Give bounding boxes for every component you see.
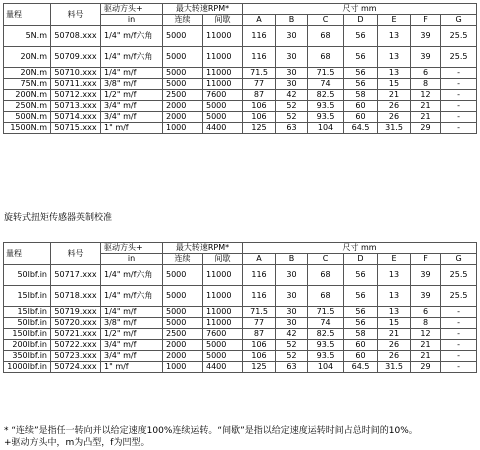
cell-intermittent: 7600 <box>203 329 243 340</box>
cell-drive: 3/4" m/f <box>101 340 163 351</box>
metric-table-body <box>4 26 477 134</box>
header-col-b: B <box>276 254 308 265</box>
cell-continuous: 2500 <box>163 90 203 101</box>
cell-f: 21 <box>411 112 441 123</box>
header-col-a: A <box>243 15 276 26</box>
header-intermittent: 间歇 <box>203 254 243 265</box>
header-max-speed: 最大转速RPM* <box>163 243 243 254</box>
cell-b: 30 <box>276 26 308 47</box>
header-col-d: D <box>344 254 378 265</box>
cell-part-no: 50714.xxx <box>51 112 101 123</box>
cell-b: 30 <box>276 47 308 68</box>
cell-continuous: 5000 <box>163 265 203 286</box>
cell-f: 21 <box>411 351 441 362</box>
cell-e: 13 <box>378 265 411 286</box>
cell-d: 60 <box>344 340 378 351</box>
cell-drive: 1/2" m/f <box>101 90 163 101</box>
cell-drive: 1/4" m/f六角 <box>101 26 163 47</box>
cell-e: 21 <box>378 329 411 340</box>
cell-g: - <box>441 318 477 329</box>
cell-intermittent: 5000 <box>203 340 243 351</box>
cell-b: 30 <box>276 68 308 79</box>
cell-drive: 1/4" m/f六角 <box>101 286 163 307</box>
header-col-g: G <box>441 15 477 26</box>
cell-b: 52 <box>276 112 308 123</box>
cell-f: 21 <box>411 340 441 351</box>
cell-e: 21 <box>378 90 411 101</box>
header-col-c: C <box>308 254 344 265</box>
table-row <box>4 26 477 47</box>
cell-e: 13 <box>378 47 411 68</box>
cell-continuous: 2500 <box>163 329 203 340</box>
cell-part-no: 50722.xxx <box>51 340 101 351</box>
header-range: 量程 <box>4 243 51 265</box>
cell-e: 26 <box>378 101 411 112</box>
cell-drive: 3/4" m/f <box>101 351 163 362</box>
cell-g: - <box>441 340 477 351</box>
cell-b: 52 <box>276 351 308 362</box>
cell-b: 42 <box>276 329 308 340</box>
cell-part-no: 50720.xxx <box>51 318 101 329</box>
cell-d: 56 <box>344 47 378 68</box>
cell-e: 13 <box>378 307 411 318</box>
cell-b: 52 <box>276 340 308 351</box>
cell-b: 30 <box>276 307 308 318</box>
table-row <box>4 286 477 307</box>
cell-c: 68 <box>308 47 344 68</box>
cell-range: 15lbf.in <box>4 307 51 318</box>
cell-c: 68 <box>308 265 344 286</box>
cell-a: 125 <box>243 362 276 373</box>
cell-d: 60 <box>344 351 378 362</box>
cell-continuous: 2000 <box>163 340 203 351</box>
cell-drive: 3/4" m/f <box>101 101 163 112</box>
cell-range: 50lbf.in <box>4 318 51 329</box>
cell-f: 39 <box>411 26 441 47</box>
header-intermittent: 间歇 <box>203 15 243 26</box>
cell-f: 6 <box>411 68 441 79</box>
cell-f: 39 <box>411 286 441 307</box>
header-dimensions: 尺寸 mm <box>243 243 477 254</box>
cell-b: 52 <box>276 101 308 112</box>
cell-range: 200N.m <box>4 90 51 101</box>
header-part-no: 料号 <box>51 243 101 265</box>
cell-e: 13 <box>378 68 411 79</box>
cell-part-no: 50715.xxx <box>51 123 101 134</box>
cell-g: - <box>441 101 477 112</box>
cell-range: 15lbf.in <box>4 286 51 307</box>
cell-range: 75N.m <box>4 79 51 90</box>
cell-a: 106 <box>243 351 276 362</box>
cell-drive: 1" m/f <box>101 123 163 134</box>
cell-d: 56 <box>344 26 378 47</box>
cell-g: - <box>441 79 477 90</box>
cell-a: 87 <box>243 90 276 101</box>
cell-f: 8 <box>411 79 441 90</box>
cell-part-no: 50712.xxx <box>51 90 101 101</box>
cell-c: 71.5 <box>308 307 344 318</box>
cell-e: 15 <box>378 79 411 90</box>
cell-part-no: 50713.xxx <box>51 101 101 112</box>
cell-a: 125 <box>243 123 276 134</box>
header-max-speed: 最大转速RPM* <box>163 4 243 15</box>
table-row <box>4 362 477 373</box>
cell-continuous: 5000 <box>163 286 203 307</box>
cell-c: 93.5 <box>308 101 344 112</box>
cell-part-no: 50710.xxx <box>51 68 101 79</box>
header-continuous: 连续 <box>163 15 203 26</box>
cell-drive: 3/8" m/f <box>101 79 163 90</box>
cell-f: 39 <box>411 47 441 68</box>
cell-intermittent: 7600 <box>203 90 243 101</box>
header-col-b: B <box>276 15 308 26</box>
table-row <box>4 68 477 79</box>
header-dimensions: 尺寸 mm <box>243 4 477 15</box>
cell-b: 42 <box>276 90 308 101</box>
cell-d: 56 <box>344 286 378 307</box>
cell-c: 68 <box>308 286 344 307</box>
cell-range: 200lbf.in <box>4 340 51 351</box>
cell-part-no: 50724.xxx <box>51 362 101 373</box>
header-col-f: F <box>411 15 441 26</box>
cell-a: 77 <box>243 318 276 329</box>
table-row <box>4 340 477 351</box>
cell-c: 93.5 <box>308 112 344 123</box>
cell-a: 106 <box>243 340 276 351</box>
table-row <box>4 90 477 101</box>
imperial-table-header <box>4 243 477 265</box>
cell-g: - <box>441 362 477 373</box>
cell-g: 25.5 <box>441 26 477 47</box>
cell-g: 25.5 <box>441 265 477 286</box>
cell-a: 87 <box>243 329 276 340</box>
cell-a: 116 <box>243 265 276 286</box>
cell-c: 74 <box>308 318 344 329</box>
cell-range: 20N.m <box>4 47 51 68</box>
cell-g: - <box>441 90 477 101</box>
header-col-c: C <box>308 15 344 26</box>
cell-a: 77 <box>243 79 276 90</box>
cell-a: 106 <box>243 101 276 112</box>
cell-g: 25.5 <box>441 286 477 307</box>
cell-e: 26 <box>378 340 411 351</box>
table-row <box>4 351 477 362</box>
cell-g: - <box>441 123 477 134</box>
cell-a: 116 <box>243 47 276 68</box>
cell-part-no: 50718.xxx <box>51 286 101 307</box>
metric-table-header <box>4 4 477 26</box>
cell-f: 8 <box>411 318 441 329</box>
cell-intermittent: 4400 <box>203 362 243 373</box>
cell-continuous: 1000 <box>163 123 203 134</box>
cell-range: 500N.m <box>4 112 51 123</box>
cell-d: 58 <box>344 90 378 101</box>
cell-intermittent: 5000 <box>203 101 243 112</box>
cell-c: 74 <box>308 79 344 90</box>
cell-intermittent: 11000 <box>203 307 243 318</box>
header-continuous: 连续 <box>163 254 203 265</box>
cell-c: 93.5 <box>308 351 344 362</box>
cell-range: 1000lbf.in <box>4 362 51 373</box>
cell-range: 350lbf.in <box>4 351 51 362</box>
header-range: 量程 <box>4 4 51 26</box>
header-col-e: E <box>378 15 411 26</box>
cell-intermittent: 11000 <box>203 47 243 68</box>
cell-b: 63 <box>276 123 308 134</box>
table-row <box>4 265 477 286</box>
table-row <box>4 318 477 329</box>
header-part-no: 料号 <box>51 4 101 26</box>
cell-intermittent: 5000 <box>203 112 243 123</box>
cell-b: 30 <box>276 286 308 307</box>
cell-e: 13 <box>378 26 411 47</box>
cell-d: 56 <box>344 68 378 79</box>
cell-g: - <box>441 68 477 79</box>
header-col-e: E <box>378 254 411 265</box>
section-title: 旋转式扭矩传感器英制校准 <box>4 213 113 223</box>
header-col-d: D <box>344 15 378 26</box>
cell-range: 5N.m <box>4 26 51 47</box>
cell-drive: 1/4" m/f六角 <box>101 265 163 286</box>
cell-c: 71.5 <box>308 68 344 79</box>
cell-part-no: 50719.xxx <box>51 307 101 318</box>
cell-f: 29 <box>411 362 441 373</box>
table-row <box>4 47 477 68</box>
header-drive: 驱动方头+ <box>101 243 163 254</box>
cell-part-no: 50711.xxx <box>51 79 101 90</box>
table-row <box>4 112 477 123</box>
cell-g: - <box>441 329 477 340</box>
cell-d: 56 <box>344 79 378 90</box>
cell-continuous: 5000 <box>163 318 203 329</box>
cell-f: 29 <box>411 123 441 134</box>
cell-c: 104 <box>308 123 344 134</box>
cell-continuous: 5000 <box>163 307 203 318</box>
imperial-spec-table <box>3 242 477 373</box>
cell-part-no: 50721.xxx <box>51 329 101 340</box>
cell-c: 68 <box>308 26 344 47</box>
cell-c: 82.5 <box>308 90 344 101</box>
cell-f: 6 <box>411 307 441 318</box>
header-drive-unit: in <box>101 15 163 26</box>
cell-continuous: 5000 <box>163 79 203 90</box>
cell-c: 93.5 <box>308 340 344 351</box>
cell-continuous: 1000 <box>163 362 203 373</box>
cell-a: 71.5 <box>243 307 276 318</box>
cell-intermittent: 11000 <box>203 265 243 286</box>
cell-a: 116 <box>243 26 276 47</box>
cell-a: 116 <box>243 286 276 307</box>
cell-part-no: 50723.xxx <box>51 351 101 362</box>
cell-drive: 1/4" m/f六角 <box>101 47 163 68</box>
cell-e: 26 <box>378 112 411 123</box>
cell-intermittent: 11000 <box>203 26 243 47</box>
cell-g: - <box>441 351 477 362</box>
cell-range: 20N.m <box>4 68 51 79</box>
header-drive-unit: in <box>101 254 163 265</box>
cell-e: 15 <box>378 318 411 329</box>
cell-continuous: 5000 <box>163 26 203 47</box>
cell-e: 31.5 <box>378 362 411 373</box>
footnote-speed: * “连续”是指任一转向并以给定速度100%连续运转。“间歇”是指以给定速度运转时间占总时间的10%。 <box>4 426 418 436</box>
cell-d: 56 <box>344 318 378 329</box>
header-col-a: A <box>243 254 276 265</box>
cell-b: 30 <box>276 79 308 90</box>
cell-e: 26 <box>378 351 411 362</box>
cell-drive: 3/8" m/f <box>101 318 163 329</box>
cell-d: 56 <box>344 265 378 286</box>
table-row <box>4 101 477 112</box>
cell-drive: 1/4" m/f <box>101 307 163 318</box>
cell-d: 64.5 <box>344 362 378 373</box>
cell-d: 58 <box>344 329 378 340</box>
header-col-f: F <box>411 254 441 265</box>
cell-continuous: 2000 <box>163 112 203 123</box>
cell-drive: 1/2" m/f <box>101 329 163 340</box>
cell-drive: 1" m/f <box>101 362 163 373</box>
table-row <box>4 123 477 134</box>
cell-f: 21 <box>411 101 441 112</box>
cell-b: 30 <box>276 318 308 329</box>
cell-b: 30 <box>276 265 308 286</box>
cell-g: - <box>441 112 477 123</box>
cell-continuous: 2000 <box>163 351 203 362</box>
cell-continuous: 5000 <box>163 47 203 68</box>
cell-g: 25.5 <box>441 47 477 68</box>
table-row <box>4 79 477 90</box>
cell-intermittent: 11000 <box>203 68 243 79</box>
imperial-table-body <box>4 265 477 373</box>
cell-f: 39 <box>411 265 441 286</box>
header-col-g: G <box>441 254 477 265</box>
cell-a: 71.5 <box>243 68 276 79</box>
cell-range: 50lbf.in <box>4 265 51 286</box>
cell-g: - <box>441 307 477 318</box>
cell-range: 1500N.m <box>4 123 51 134</box>
cell-part-no: 50709.xxx <box>51 47 101 68</box>
cell-e: 13 <box>378 286 411 307</box>
header-drive: 驱动方头+ <box>101 4 163 15</box>
cell-f: 12 <box>411 90 441 101</box>
cell-e: 31.5 <box>378 123 411 134</box>
cell-part-no: 50717.xxx <box>51 265 101 286</box>
cell-d: 56 <box>344 307 378 318</box>
footnote-drive: +驱动方头中，m为凸型，f为凹型。 <box>4 438 150 448</box>
cell-a: 106 <box>243 112 276 123</box>
table-row <box>4 307 477 318</box>
cell-intermittent: 5000 <box>203 351 243 362</box>
cell-drive: 1/4" m/f <box>101 68 163 79</box>
cell-b: 63 <box>276 362 308 373</box>
cell-d: 64.5 <box>344 123 378 134</box>
metric-spec-table <box>3 3 477 134</box>
cell-intermittent: 11000 <box>203 286 243 307</box>
cell-d: 60 <box>344 101 378 112</box>
cell-intermittent: 11000 <box>203 79 243 90</box>
cell-continuous: 5000 <box>163 68 203 79</box>
cell-drive: 3/4" m/f <box>101 112 163 123</box>
cell-part-no: 50708.xxx <box>51 26 101 47</box>
cell-intermittent: 11000 <box>203 318 243 329</box>
cell-range: 150lbf.in <box>4 329 51 340</box>
cell-f: 12 <box>411 329 441 340</box>
cell-c: 82.5 <box>308 329 344 340</box>
cell-continuous: 2000 <box>163 101 203 112</box>
cell-intermittent: 4400 <box>203 123 243 134</box>
cell-d: 60 <box>344 112 378 123</box>
table-row <box>4 329 477 340</box>
cell-range: 250N.m <box>4 101 51 112</box>
cell-c: 104 <box>308 362 344 373</box>
